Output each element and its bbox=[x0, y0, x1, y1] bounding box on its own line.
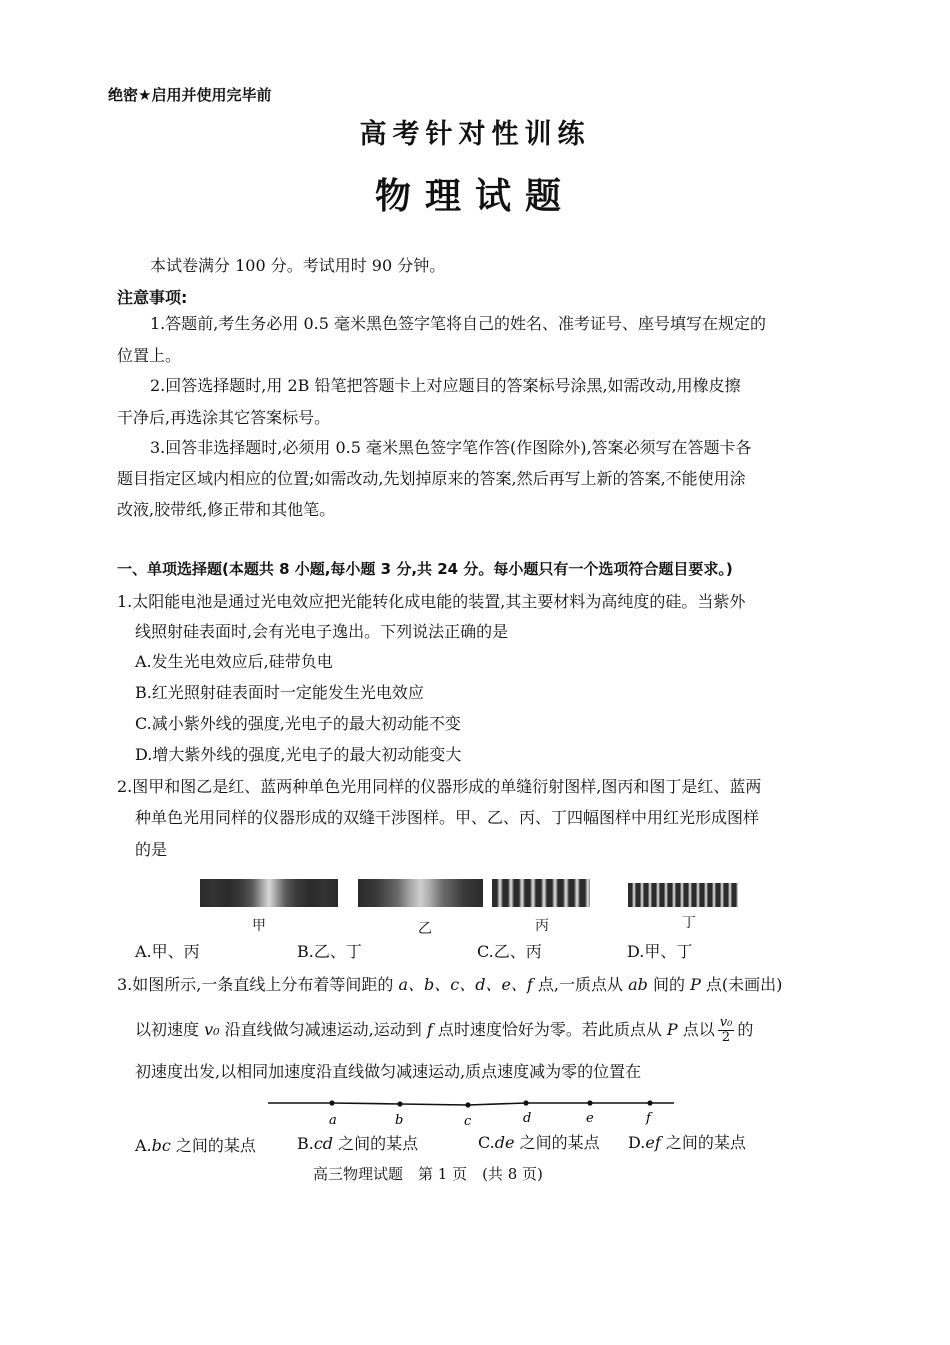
fraction-v0-over-2: $\frac{\text{v₀}}{2}$ bbox=[719, 1015, 733, 1045]
notice-1-line-1: 1.答题前,考生务必用 0.5 毫米黑色签字笔将自己的姓名、准考证号、座号填写在规定的 bbox=[150, 314, 766, 333]
q1-option-d: D.增大紫外线的强度,光电子的最大初动能变大 bbox=[135, 745, 462, 764]
notice-heading: 注意事项: bbox=[117, 288, 188, 307]
caption-jia: 甲 bbox=[252, 918, 266, 934]
q3-stem-line-1: 3.如图所示,一条直线上分布着等间距的 a、b、c、d、e、f 点,一质点从 ab 间的 P 点(未画出) bbox=[117, 975, 783, 994]
q2-option-c: C.乙、丙 bbox=[477, 942, 542, 961]
caption-ding: 丁 bbox=[682, 915, 696, 931]
q1-stem-line-2: 线照射硅表面时,会有光电子逸出。下列说法正确的是 bbox=[135, 622, 509, 641]
q3-option-a: A.bc 之间的某点 bbox=[135, 1136, 256, 1155]
straight-line bbox=[268, 1103, 674, 1105]
q2-stem-line-2: 种单色光用同样的仪器形成的双缝干涉图样。甲、乙、丙、丁四幅图样中用红光形成图样 bbox=[135, 808, 760, 827]
point-d-label: d bbox=[523, 1111, 532, 1126]
caption-bing: 丙 bbox=[535, 918, 549, 934]
q3-option-c: C.de 之间的某点 bbox=[478, 1133, 600, 1152]
q1-option-a: A.发生光电效应后,硅带负电 bbox=[135, 652, 333, 671]
caption-yi: 乙 bbox=[418, 921, 432, 937]
q3-option-d: D.ef 之间的某点 bbox=[628, 1133, 746, 1152]
subject-title: 物理试题 bbox=[374, 175, 575, 217]
diffraction-pattern-jia bbox=[200, 879, 338, 907]
point-c-dot bbox=[465, 1102, 470, 1107]
section-heading: 一、单项选择题(本题共 8 小题,每小题 3 分,共 24 分。每小题只有一个选项符合题目要求。) bbox=[117, 560, 733, 578]
q2-option-b: B.乙、丁 bbox=[297, 942, 362, 961]
confidential-label: 绝密★启用并使用完毕前 bbox=[108, 86, 272, 104]
q3-option-b: B.cd 之间的某点 bbox=[297, 1134, 419, 1153]
point-b-dot bbox=[397, 1101, 402, 1106]
q2-option-d: D.甲、丁 bbox=[627, 942, 693, 961]
q3-stem-line-2: 以初速度 v₀ 沿直线做匀减速运动,运动到 f 点时速度恰好为零。若此质点从 P 点以 $\frac{\text{v₀}}{2}$ 的 bbox=[135, 1015, 754, 1045]
points-line-figure bbox=[260, 1092, 680, 1132]
point-c-label: c bbox=[464, 1114, 472, 1129]
q3-stem-line-3: 初速度出发,以相同加速度沿直线做匀减速运动,质点速度减为零的位置在 bbox=[135, 1062, 642, 1081]
q1-option-b: B.红光照射硅表面时一定能发生光电效应 bbox=[135, 683, 424, 702]
notice-3-line-2: 题目指定区域内相应的位置;如需改动,先划掉原来的答案,然后再写上新的答案,不能使用涂 bbox=[117, 469, 746, 488]
notice-3-line-1: 3.回答非选择题时,必须用 0.5 毫米黑色签字笔作答(作图除外),答案必须写在答题卡各 bbox=[150, 438, 752, 457]
score-line: 本试卷满分 100 分。考试用时 90 分钟。 bbox=[150, 256, 446, 275]
notice-2-line-1: 2.回答选择题时,用 2B 铅笔把答题卡上对应题目的答案标号涂黑,如需改动,用橡皮擦 bbox=[150, 376, 741, 395]
interference-pattern-ding bbox=[628, 883, 738, 907]
point-e-label: e bbox=[586, 1111, 594, 1126]
notice-3-line-3: 改液,胶带纸,修正带和其他笔。 bbox=[117, 500, 336, 519]
q2-stem-line-3: 的是 bbox=[135, 840, 168, 859]
notice-1-line-2: 位置上。 bbox=[117, 346, 182, 365]
notice-2-line-2: 干净后,再选涂其它答案标号。 bbox=[117, 408, 331, 427]
point-d-dot bbox=[523, 1100, 528, 1105]
q2-option-a: A.甲、丙 bbox=[135, 942, 200, 961]
point-e-dot bbox=[587, 1100, 592, 1105]
point-f-dot bbox=[647, 1100, 652, 1105]
page-footer: 高三物理试题 第 1 页 (共 8 页) bbox=[313, 1165, 543, 1183]
interference-pattern-bing bbox=[492, 879, 590, 907]
point-f-label: f bbox=[646, 1111, 651, 1126]
q1-stem-line-1: 1.太阳能电池是通过光电效应把光能转化成电能的装置,其主要材料为高纯度的硅。当紫外 bbox=[117, 592, 746, 611]
diffraction-pattern-yi bbox=[358, 879, 483, 907]
point-b-label: b bbox=[395, 1113, 404, 1128]
point-a-label: a bbox=[329, 1113, 337, 1128]
exam-title: 高考针对性训练 bbox=[359, 119, 591, 150]
q1-option-c: C.减小紫外线的强度,光电子的最大初动能不变 bbox=[135, 714, 461, 733]
q2-stem-line-1: 2.图甲和图乙是红、蓝两种单色光用同样的仪器形成的单缝衍射图样,图丙和图丁是红、蓝两 bbox=[117, 777, 762, 796]
point-a-dot bbox=[329, 1100, 334, 1105]
